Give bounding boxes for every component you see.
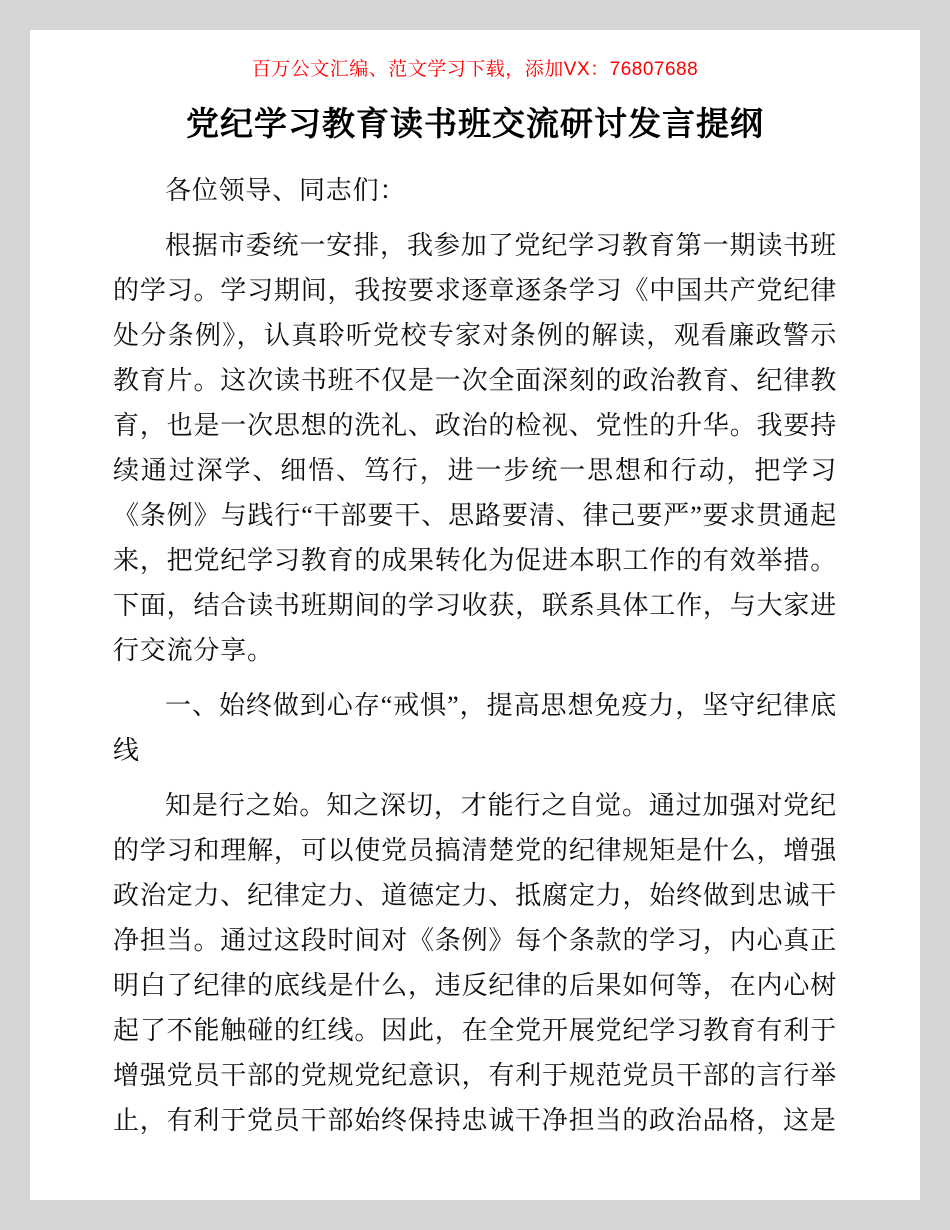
document-body bbox=[30, 168, 920, 1143]
watermark-promo-text: 百万公文汇编、范文学习下载，添加VX：76807688 bbox=[251, 59, 699, 80]
greeting-line: 各位领导、同志们： bbox=[165, 176, 407, 206]
intro-paragraph: 根据市委统一安排，我参加了党纪学习教育第一期读书班的学习。学习期间，我按要求逐章逐条学习《中国共产党纪律处分条例》，认真聆听党校专家对条例的解读，观看廉政警示教育片。这次读书班不仅是一次全面深刻的政治教育、纪律教育，也是一次思想的洗礼、政治的检视、党性的升华。我要持续通过深学、细悟、笃行，进一步统一思想和行动，把学习《条例》与践行“干部要干、思路要清、律己要严”要求贯通起来，把党纪学习教育的成果转化为促进本职工作的有效举措。下面，结合读书班期间的学习收获，联系具体工作，与大家进行交流分享。 bbox=[113, 231, 837, 666]
section-heading-1: 一、始终做到心存“戒惧”，提高思想免疫力，坚守纪律底线 bbox=[113, 691, 837, 766]
document-title: 党纪学习教育读书班交流研讨发言提纲 bbox=[186, 107, 764, 143]
body-paragraph-1: 知是行之始。知之深切，才能行之自觉。通过加强对党纪的学习和理解，可以使党员搞清楚党的纪律规矩是什么，增强政治定力、纪律定力、道德定力、抵腐定力，始终做到忠诚干净担当。通过这段时间对《条例》每个条款的学习，内心真正明白了纪律的底线是什么，违反纪律的后果如何等，在内心树起了不能触碰的红线。因此，在全党开展党纪学习教育有利于增强党员干部的党规党纪意识，有利于规范党员干部的言行举止，有利于党员干部始终保持忠诚干净担当的政治品格，这是 bbox=[113, 791, 837, 1136]
document-page bbox=[30, 30, 920, 1200]
